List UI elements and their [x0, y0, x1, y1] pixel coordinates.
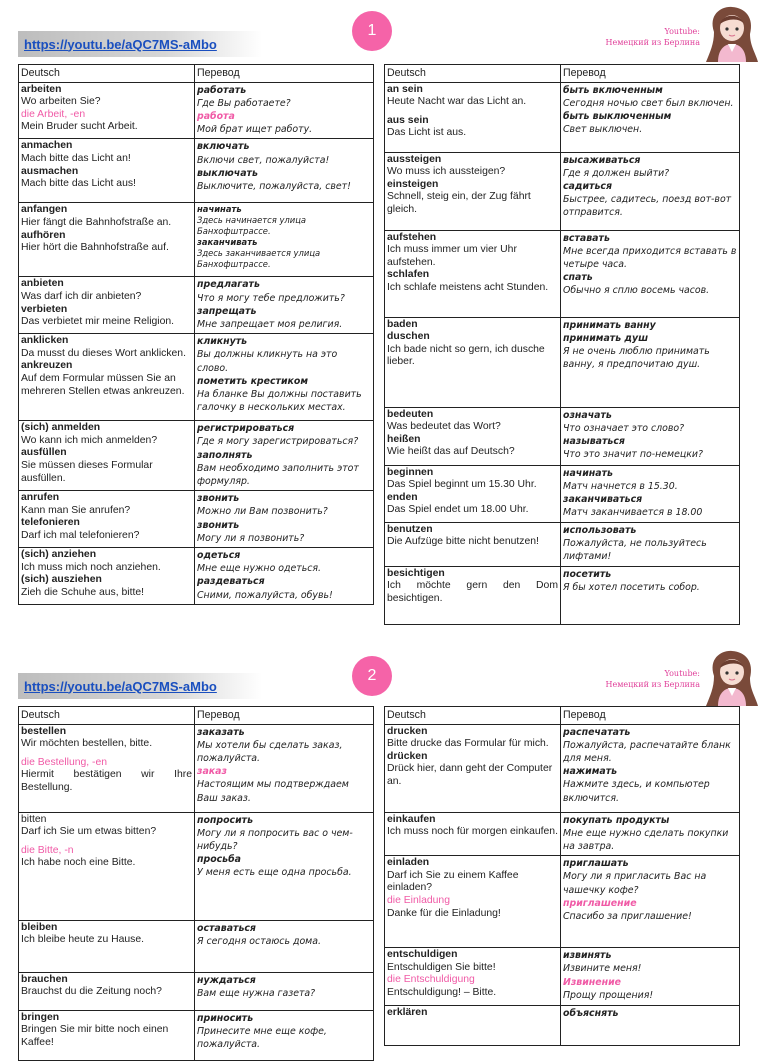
- noun-form: die Einladung: [387, 894, 450, 906]
- vocab-word: (sich) anziehen: [21, 549, 97, 561]
- russian-cell: [561, 152, 740, 230]
- header-deutsch: Deutsch: [385, 707, 561, 725]
- example-sentence: bitten: [21, 813, 47, 825]
- example-sentence: Darf ich mal telefonieren?: [21, 530, 140, 542]
- example-sentence: Матч начнется в 15.30.: [563, 480, 678, 492]
- vocab-word: anmachen: [21, 140, 73, 152]
- example-sentence: Сегодня ночью свет был включен.: [563, 97, 734, 109]
- german-cell: [385, 82, 561, 152]
- vocab-word: aufhören: [21, 229, 66, 241]
- noun-form: die Bestellung, -en: [21, 756, 108, 768]
- german-cell: [385, 407, 561, 465]
- vocab-word: enden: [387, 491, 418, 503]
- german-cell: [385, 856, 561, 948]
- header-perevod: Перевод: [561, 65, 740, 83]
- russian-cell: [561, 82, 740, 152]
- vocab-word: быть выключенным: [563, 111, 672, 122]
- vocab-word: (sich) anmelden: [21, 422, 101, 434]
- vocab-word: работать: [197, 84, 247, 96]
- russian-cell: [561, 230, 740, 317]
- noun-form: заказ: [197, 766, 227, 778]
- vocab-word: bleiben: [21, 921, 58, 933]
- russian-cell: [195, 82, 374, 139]
- example-sentence: Я сегодня остаюсь дома.: [197, 935, 321, 947]
- example-sentence: Darf ich Sie um etwas bitten?: [21, 826, 157, 838]
- vocab-word: предлагать: [197, 279, 260, 291]
- vocab-row: [19, 812, 374, 920]
- vocab-word: brauchen: [21, 973, 68, 985]
- example-sentence: Мой брат ищет работу.: [197, 124, 313, 136]
- russian-cell: [561, 856, 740, 948]
- example-sentence: Мне всегда приходится вставать в четыре часа.: [563, 245, 737, 270]
- example-sentence: Вам необходимо заполнить этот формуляр.: [197, 462, 359, 488]
- vocab-word: посетить: [563, 568, 612, 580]
- vocab-word: начинать: [563, 467, 613, 479]
- russian-cell: [561, 317, 740, 407]
- example-sentence: Ich muss noch für morgen einkaufen.: [387, 826, 558, 838]
- vocab-word: объяснять: [563, 1008, 619, 1020]
- example-sentence: Что я могу тебе предложить?: [197, 292, 345, 304]
- example-sentence: Нажмите здесь, и компьютер включится.: [563, 779, 710, 804]
- header-deutsch: Deutsch: [19, 65, 195, 83]
- russian-cell: [561, 407, 740, 465]
- vocab-row: [19, 203, 374, 277]
- example-sentence: Ich schlafe meistens acht Stunden.: [387, 281, 549, 293]
- youtube-note-line2: Немецкий из Берлина: [605, 38, 700, 47]
- vocab-word: bedeuten: [387, 408, 434, 420]
- vocab-word: вставать: [563, 232, 610, 244]
- vocab-word: bringen: [21, 1011, 60, 1023]
- vocab-table-1-right: [384, 64, 740, 625]
- example-sentence: Спасибо за приглашение!: [563, 911, 692, 923]
- example-sentence: Das Spiel endet um 18.00 Uhr.: [387, 504, 529, 516]
- example-sentence: Выключите, пожалуйста, свет!: [197, 181, 351, 193]
- vocab-word: drucken: [387, 725, 428, 737]
- vocab-row: [385, 812, 740, 856]
- example-sentence: Zieh die Schuhe aus, bitte!: [21, 586, 145, 598]
- russian-cell: [195, 277, 374, 334]
- vocab-word: anklicken: [21, 335, 69, 347]
- vocab-word: anbieten: [21, 278, 64, 290]
- example-sentence: Быстрее, садитесь, поезд вот-вот отправится.: [563, 194, 732, 219]
- vocab-word: schlafen: [387, 269, 430, 281]
- vocab-word: кликнуть: [197, 336, 248, 348]
- vocab-word: erklären: [387, 1007, 428, 1019]
- example-sentence: Die Aufzüge bitte nicht benutzen!: [387, 536, 539, 548]
- german-cell: [385, 1006, 561, 1046]
- vocab-row: [19, 139, 374, 203]
- german-cell: [385, 152, 561, 230]
- section-number-badge: 1: [352, 11, 392, 51]
- russian-cell: [195, 972, 374, 1010]
- example-sentence: Где Вы работаете?: [197, 97, 291, 109]
- example-sentence: Ich bade nicht so gern, ich dusche lieber.: [387, 343, 545, 368]
- vocab-row: [19, 421, 374, 491]
- vocab-word: регистрироваться: [197, 423, 295, 435]
- vocab-row: [19, 548, 374, 605]
- vocab-word: попросить: [197, 814, 254, 826]
- russian-cell: [561, 948, 740, 1006]
- vocab-word: принимать ванну: [563, 319, 656, 331]
- example-sentence: Могу ли я пригласить Вас на чашечку кофе?: [563, 871, 707, 896]
- vocab-row: [19, 920, 374, 972]
- vocab-word: (sich) ausziehen: [21, 574, 102, 586]
- vocab-word: aufstehen: [387, 231, 437, 243]
- example-sentence: Mach bitte das Licht an!: [21, 153, 131, 164]
- example-sentence: На бланке Вы должны поставить галочку в нескольких местах.: [197, 389, 362, 414]
- vocab-word: выключать: [197, 167, 258, 179]
- vocab-word: оставаться: [197, 922, 256, 934]
- vocab-word: aus sein: [387, 114, 429, 126]
- vocab-row: [19, 1010, 374, 1060]
- german-cell: [19, 972, 195, 1010]
- vocab-word: benutzen: [387, 523, 433, 535]
- example-sentence: Brauchst du die Zeitung noch?: [21, 986, 162, 998]
- vocab-word: нуждаться: [197, 974, 256, 986]
- vocab-word: означать: [563, 409, 612, 421]
- example-sentence: Вам еще нужна газета?: [197, 987, 316, 999]
- example-sentence: Bringen Sie mir bitte noch einen Kaffee!: [21, 1024, 169, 1048]
- example-sentence: Wo muss ich aussteigen?: [387, 166, 506, 178]
- example-sentence: Сними, пожалуйста, обувь!: [197, 589, 333, 601]
- vocab-word: arbeiten: [21, 83, 62, 95]
- russian-cell: [195, 724, 374, 812]
- example-sentence: Мы хотели бы сделать заказ, пожалуйста.: [197, 739, 343, 764]
- german-cell: [385, 812, 561, 856]
- vocab-row: [19, 277, 374, 334]
- vocab-row: [19, 491, 374, 548]
- youtube-link-banner: [18, 673, 262, 699]
- vocab-word: duschen: [387, 331, 430, 343]
- vocab-word: приносить: [197, 1012, 254, 1024]
- noun-form: die Bitte, -n: [21, 844, 74, 856]
- vocab-word: drücken: [387, 750, 428, 762]
- girl-avatar-icon: [700, 4, 762, 64]
- example-sentence: Sie müssen dieses Formular ausfüllen.: [21, 460, 153, 484]
- russian-cell: [195, 139, 374, 203]
- german-cell: [385, 522, 561, 566]
- vocab-word: садиться: [563, 181, 612, 192]
- russian-cell: [195, 920, 374, 972]
- vocab-row: [385, 522, 740, 566]
- example-sentence: Ich möchte gern den Dom besichtigen.: [387, 580, 558, 604]
- example-sentence: Das verbietet mir meine Religion.: [21, 316, 175, 328]
- russian-cell: [561, 724, 740, 812]
- example-sentence: Могу ли я позвонить?: [197, 532, 305, 544]
- example-sentence: Ich muss immer um vier Uhr aufstehen.: [387, 244, 517, 268]
- vocab-word: baden: [387, 318, 418, 330]
- example-sentence: Ich muss mich noch anziehen.: [21, 561, 161, 573]
- vocab-word: одеться: [197, 550, 241, 562]
- example-sentence: Здесь начинается улица Банхофштрассе.: [197, 215, 307, 237]
- example-sentence: Где я должен выйти?: [563, 167, 670, 179]
- vocab-row: [385, 152, 740, 230]
- vocab-row: [19, 972, 374, 1010]
- vocab-row: [385, 948, 740, 1006]
- example-sentence: Обычно я сплю восемь часов.: [563, 285, 710, 297]
- header-deutsch: Deutsch: [385, 65, 561, 83]
- example-sentence: Мне еще нужно одеться.: [197, 563, 322, 575]
- german-cell: [19, 812, 195, 920]
- russian-cell: [561, 566, 740, 624]
- vocab-word: распечатать: [563, 726, 631, 738]
- example-sentence: Ich bleibe heute zu Hause.: [21, 934, 145, 946]
- example-sentence: Danke für die Einladung!: [387, 907, 501, 919]
- youtube-link[interactable]: https://youtu.be/aQC7MS-aMbo: [24, 678, 217, 694]
- vocab-word: нажимать: [563, 766, 618, 778]
- vocab-word: начинать: [197, 204, 242, 215]
- example-sentence: Здесь заканчивается улица Банхофштрассе.: [197, 248, 321, 270]
- vocab-word: заполнять: [197, 449, 253, 461]
- noun-form: Извинение: [563, 976, 622, 988]
- vocab-word: besichtigen: [387, 567, 445, 579]
- example-sentence: Мне еще нужно сделать покупки на завтра.: [563, 827, 729, 852]
- german-cell: [19, 334, 195, 421]
- noun-form: приглашение: [563, 897, 637, 909]
- youtube-note-line2: Немецкий из Берлина: [605, 680, 700, 689]
- vocab-word: включать: [197, 141, 250, 153]
- example-sentence: Где я могу зарегистрироваться?: [197, 436, 359, 448]
- german-cell: [385, 566, 561, 624]
- russian-cell: [195, 203, 374, 277]
- german-cell: [19, 421, 195, 491]
- vocab-word: telefonieren: [21, 517, 80, 529]
- german-cell: [385, 465, 561, 522]
- vocab-row: [385, 82, 740, 152]
- youtube-note-line1: Youtube:: [664, 27, 700, 36]
- vocab-table-2-left: [18, 706, 374, 1061]
- example-sentence: Wo kann ich mich anmelden?: [21, 434, 158, 446]
- example-sentence: Was darf ich dir anbieten?: [21, 291, 142, 302]
- example-sentence: Hier hört die Bahnhofstraße auf.: [21, 242, 169, 254]
- vocab-row: [385, 724, 740, 812]
- vocab-table-2-right: [384, 706, 740, 1046]
- german-cell: [19, 920, 195, 972]
- vocab-word: beginnen: [387, 466, 434, 478]
- german-cell: [19, 277, 195, 334]
- noun-form: работа: [197, 111, 235, 122]
- vocab-word: anrufen: [21, 492, 60, 504]
- example-sentence: Hiermit bestätigen wir Ihre Bestellung.: [21, 769, 192, 793]
- vocab-word: заканчиваться: [563, 494, 643, 505]
- vocab-word: звонить: [197, 493, 240, 505]
- example-sentence: Entschuldigen Sie bitte!: [387, 961, 496, 973]
- example-sentence: Матч заканчивается в 18.00: [563, 507, 703, 519]
- example-sentence: Что это значит по-немецки?: [563, 449, 703, 461]
- example-sentence: Включи свет, пожалуйста!: [197, 154, 330, 166]
- example-sentence: Извините меня!: [563, 963, 642, 975]
- vocab-word: entschuldigen: [387, 949, 458, 961]
- vocab-word: покупать продукты: [563, 814, 670, 826]
- vocab-word: einkaufen: [387, 813, 436, 825]
- german-cell: [385, 948, 561, 1006]
- section-number-badge: 2: [352, 656, 392, 696]
- russian-cell: [561, 1006, 740, 1046]
- example-sentence: Я бы хотел посетить собор.: [563, 581, 700, 593]
- german-cell: [385, 230, 561, 317]
- russian-cell: [195, 812, 374, 920]
- youtube-link-banner: [18, 31, 262, 57]
- vocab-row: [385, 856, 740, 948]
- vocab-word: einladen: [387, 857, 430, 869]
- vocab-word: просьба: [197, 854, 241, 866]
- example-sentence: Мне запрещает моя религия.: [197, 319, 343, 331]
- vocab-word: принимать душ: [563, 332, 649, 344]
- section-2: [0, 648, 768, 1050]
- russian-cell: [561, 522, 740, 566]
- vocab-word: aussteigen: [387, 153, 442, 165]
- vocab-word: heißen: [387, 433, 421, 445]
- example-sentence: Darf ich Sie zu einem Kaffee einladen?: [387, 869, 519, 894]
- russian-cell: [195, 421, 374, 491]
- vocab-word: anfangen: [21, 204, 68, 216]
- vocab-word: использовать: [563, 524, 637, 536]
- example-sentence: Das Licht ist aus.: [387, 127, 467, 139]
- example-sentence: Wie heißt das auf Deutsch?: [387, 446, 515, 458]
- youtube-note-line1: Youtube:: [664, 669, 700, 678]
- vocab-word: запрещать: [197, 305, 257, 317]
- german-cell: [385, 724, 561, 812]
- example-sentence: Что означает это слово?: [563, 422, 685, 434]
- example-sentence: Можно ли Вам позвонить?: [197, 506, 328, 518]
- youtube-link[interactable]: https://youtu.be/aQC7MS-aMbo: [24, 36, 217, 52]
- russian-cell: [195, 548, 374, 605]
- example-sentence: Пожалуйста, не пользуйтесь лифтами!: [563, 537, 707, 562]
- example-sentence: Принесите мне еще кофе, пожалуйста.: [197, 1025, 327, 1050]
- german-cell: [19, 139, 195, 203]
- noun-form: die Arbeit, -en: [21, 108, 86, 120]
- header-perevod: Перевод: [195, 707, 374, 725]
- vocab-row: [19, 724, 374, 812]
- russian-cell: [195, 491, 374, 548]
- german-cell: [19, 203, 195, 277]
- vocab-row: [385, 1006, 740, 1046]
- youtube-channel-note: [600, 668, 700, 690]
- example-sentence: Drück hier, dann geht der Computer an.: [387, 763, 553, 787]
- russian-cell: [561, 465, 740, 522]
- russian-cell: [561, 812, 740, 856]
- vocab-word: быть включенным: [563, 84, 663, 96]
- example-sentence: Ich habe noch eine Bitte.: [21, 857, 136, 869]
- vocab-row: [385, 465, 740, 522]
- header-deutsch: Deutsch: [19, 707, 195, 725]
- example-sentence: Hier fängt die Bahnhofstraße an.: [21, 217, 172, 228]
- noun-form: die Entschuldigung: [387, 974, 475, 986]
- vocab-word: раздеваться: [197, 576, 265, 588]
- vocab-word: извинять: [563, 950, 612, 962]
- german-cell: [19, 491, 195, 548]
- example-sentence: Прощу прощения!: [563, 989, 654, 1001]
- russian-cell: [195, 334, 374, 421]
- example-sentence: Wo arbeiten Sie?: [21, 96, 101, 108]
- example-sentence: Mach bitte das Licht aus!: [21, 178, 136, 190]
- vocab-word: звонить: [197, 519, 240, 531]
- example-sentence: Da musst du dieses Wort anklicken.: [21, 347, 186, 359]
- vocab-word: называться: [563, 436, 625, 447]
- example-sentence: Das Spiel beginnt um 15.30 Uhr.: [387, 479, 537, 491]
- vocab-word: einsteigen: [387, 178, 439, 190]
- header-perevod: Перевод: [561, 707, 740, 725]
- vocab-row: [19, 334, 374, 421]
- german-cell: [385, 317, 561, 407]
- example-sentence: Entschuldigung! – Bitte.: [387, 986, 497, 998]
- example-sentence: Свет выключен.: [563, 124, 643, 136]
- vocab-word: ankreuzen: [21, 360, 73, 372]
- vocab-word: verbieten: [21, 303, 68, 315]
- vocab-word: высаживаться: [563, 154, 641, 166]
- vocab-word: приглашать: [563, 858, 629, 870]
- vocab-row: [19, 82, 374, 139]
- example-sentence: У меня есть еще одна просьба.: [197, 867, 352, 879]
- vocab-word: bestellen: [21, 725, 67, 737]
- vocab-word: заказать: [197, 726, 245, 738]
- youtube-channel-note: [600, 26, 700, 48]
- german-cell: [19, 724, 195, 812]
- example-sentence: Могу ли я попросить вас о чем-нибудь?: [197, 827, 353, 852]
- vocab-row: [385, 407, 740, 465]
- vocab-word: ausmachen: [21, 165, 79, 177]
- example-sentence: Mein Bruder sucht Arbeit.: [21, 121, 138, 133]
- russian-cell: [195, 1010, 374, 1060]
- german-cell: [19, 548, 195, 605]
- example-sentence: Пожалуйста, распечатайте бланк для меня.: [563, 739, 731, 764]
- example-sentence: Schnell, steig ein, der Zug fährt gleich.: [387, 191, 531, 215]
- example-sentence: Bitte drucke das Formular für mich.: [387, 738, 549, 750]
- example-sentence: Kann man Sie anrufen?: [21, 504, 131, 516]
- example-sentence: Heute Nacht war das Licht an.: [387, 96, 527, 108]
- german-cell: [19, 82, 195, 139]
- vocab-row: [385, 566, 740, 624]
- vocab-word: an sein: [387, 83, 423, 95]
- vocab-word: ausfüllen: [21, 447, 67, 459]
- vocab-word: пометить крестиком: [197, 375, 309, 387]
- example-sentence: Auf dem Formular müssen Sie an mehreren Stellen etwas ankreuzen.: [21, 373, 185, 397]
- example-sentence: Настоящим мы подтверждаем Ваш заказ.: [197, 779, 349, 804]
- vocab-table-1-left: [18, 64, 374, 605]
- vocab-row: [385, 230, 740, 317]
- vocab-row: [385, 317, 740, 407]
- vocab-word: заканчивать: [197, 237, 258, 248]
- example-sentence: Вы должны кликнуть на это слово.: [197, 349, 338, 374]
- header-perevod: Перевод: [195, 65, 374, 83]
- german-cell: [19, 1010, 195, 1060]
- example-sentence: Was bedeutet das Wort?: [387, 421, 501, 433]
- example-sentence: Wir möchten bestellen, bitte.: [21, 738, 153, 750]
- girl-avatar-icon: [700, 648, 762, 708]
- vocab-word: спать: [563, 272, 593, 284]
- example-sentence: Я не очень люблю принимать ванну, я предпочитаю душ.: [563, 346, 710, 371]
